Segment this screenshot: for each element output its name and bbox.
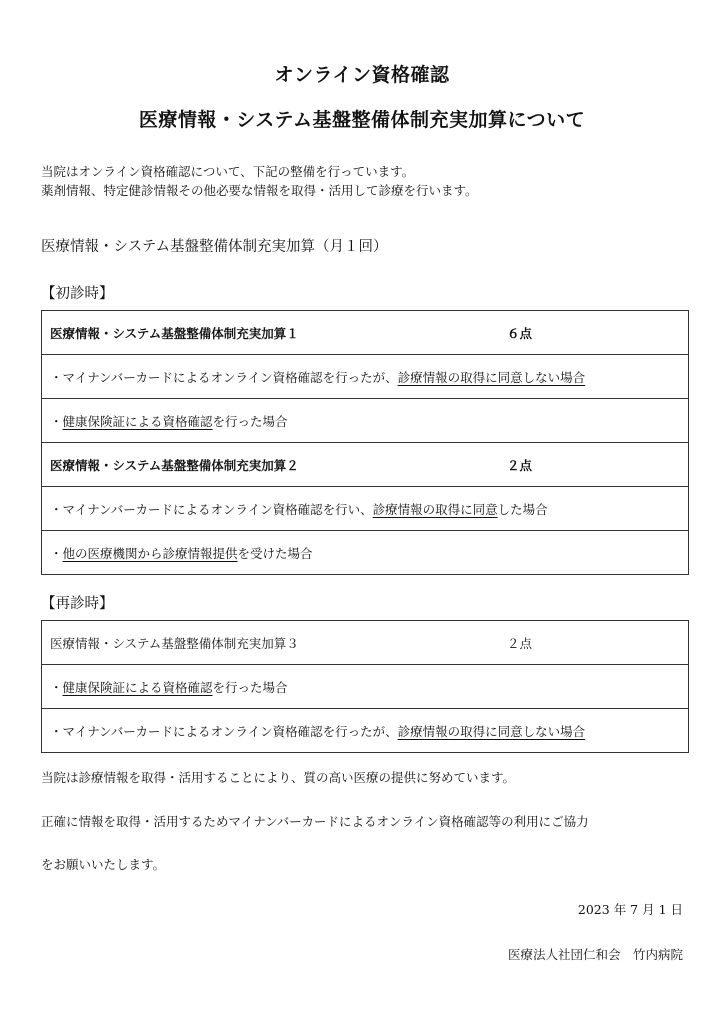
table-row (42, 311, 689, 355)
condition-text: ・マイナンバーカードによるオンライン資格確認を行ったが、 (50, 369, 398, 385)
table-row (42, 443, 689, 487)
table-row (42, 621, 689, 665)
item-3-points: ２点 (507, 635, 533, 651)
condition-text: を行った場合 (212, 413, 288, 429)
revisit-table (41, 620, 689, 753)
table-cell (42, 443, 689, 487)
first-visit-table (41, 310, 689, 575)
condition-emphasis: 診療情報の取得に同意しない場合 (397, 369, 586, 385)
condition-text: した場合 (497, 501, 548, 517)
issue-date: 2023 年 7 月 1 日 (577, 902, 683, 917)
condition-emphasis: 健康保険証による資格確認 (62, 679, 213, 695)
title-line-1: オンライン資格確認 (274, 64, 450, 86)
item-1-condition-1 (42, 355, 689, 399)
item-2-name: 医療情報・システム基盤整備体制充実加算２ (50, 457, 299, 473)
intro-text (41, 162, 478, 200)
table-row (42, 709, 689, 753)
table-row (42, 531, 689, 575)
item-3-name: 医療情報・システム基盤整備体制充実加算３ (50, 635, 299, 651)
condition-text: ・マイナンバーカードによるオンライン資格確認を行ったが、 (50, 723, 398, 739)
table-row (42, 399, 689, 443)
first-visit-label: 【初診時】 (41, 286, 114, 302)
footer-line-1: 当院は診療情報を取得・活用することにより、質の高い医療の提供に努めています。 (41, 770, 516, 785)
condition-emphasis: 健康保険証による資格確認 (62, 413, 213, 429)
title-line-2: 医療情報・システム基盤整備体制充実加算について (138, 109, 586, 131)
subheading: 医療情報・システム基盤整備体制充実加算（月１回） (41, 239, 388, 255)
table-cell (42, 311, 689, 355)
item-1-header (50, 324, 688, 342)
condition-text: ・ (50, 679, 63, 695)
item-3-condition-1 (42, 665, 689, 709)
item-1-name: 医療情報・システム基盤整備体制充実加算１ (50, 325, 299, 341)
table-row (42, 487, 689, 531)
condition-text: ・ (50, 545, 63, 561)
intro-line-2: 薬剤情報、特定健診情報その他必要な情報を取得・活用して診療を行います。 (41, 183, 478, 198)
footer-line-2: 正確に情報を取得・活用するためマイナンバーカードによるオンライン資格確認等の利用にご協力 (41, 814, 589, 829)
table-row (42, 665, 689, 709)
table-cell (42, 621, 689, 665)
item-1-points: ６点 (507, 325, 533, 341)
item-1-condition-2 (42, 399, 689, 443)
item-3-condition-2 (42, 709, 689, 753)
footer-line-3: をお願いいたします。 (41, 857, 166, 872)
condition-text: ・ (50, 413, 63, 429)
condition-emphasis: 診療情報の取得に同意しない場合 (397, 723, 586, 739)
item-2-condition-1 (42, 487, 689, 531)
condition-emphasis: 診療情報の取得に同意 (372, 501, 498, 517)
condition-emphasis: 他の医療機関から診療情報提供 (62, 545, 238, 561)
organization-name: 医療法人社団仁和会 竹内病院 (507, 947, 683, 962)
condition-text: ・マイナンバーカードによるオンライン資格確認を行い、 (50, 501, 373, 517)
table-row (42, 355, 689, 399)
item-2-header (50, 456, 688, 474)
revisit-label: 【再診時】 (41, 596, 114, 612)
item-2-condition-2 (42, 531, 689, 575)
item-3-header (50, 634, 688, 652)
condition-text: を行った場合 (212, 679, 288, 695)
condition-text: を受けた場合 (237, 545, 313, 561)
intro-line-1: 当院はオンライン資格確認について、下記の整備を行っています。 (41, 164, 415, 179)
item-2-points: ２点 (507, 457, 533, 473)
